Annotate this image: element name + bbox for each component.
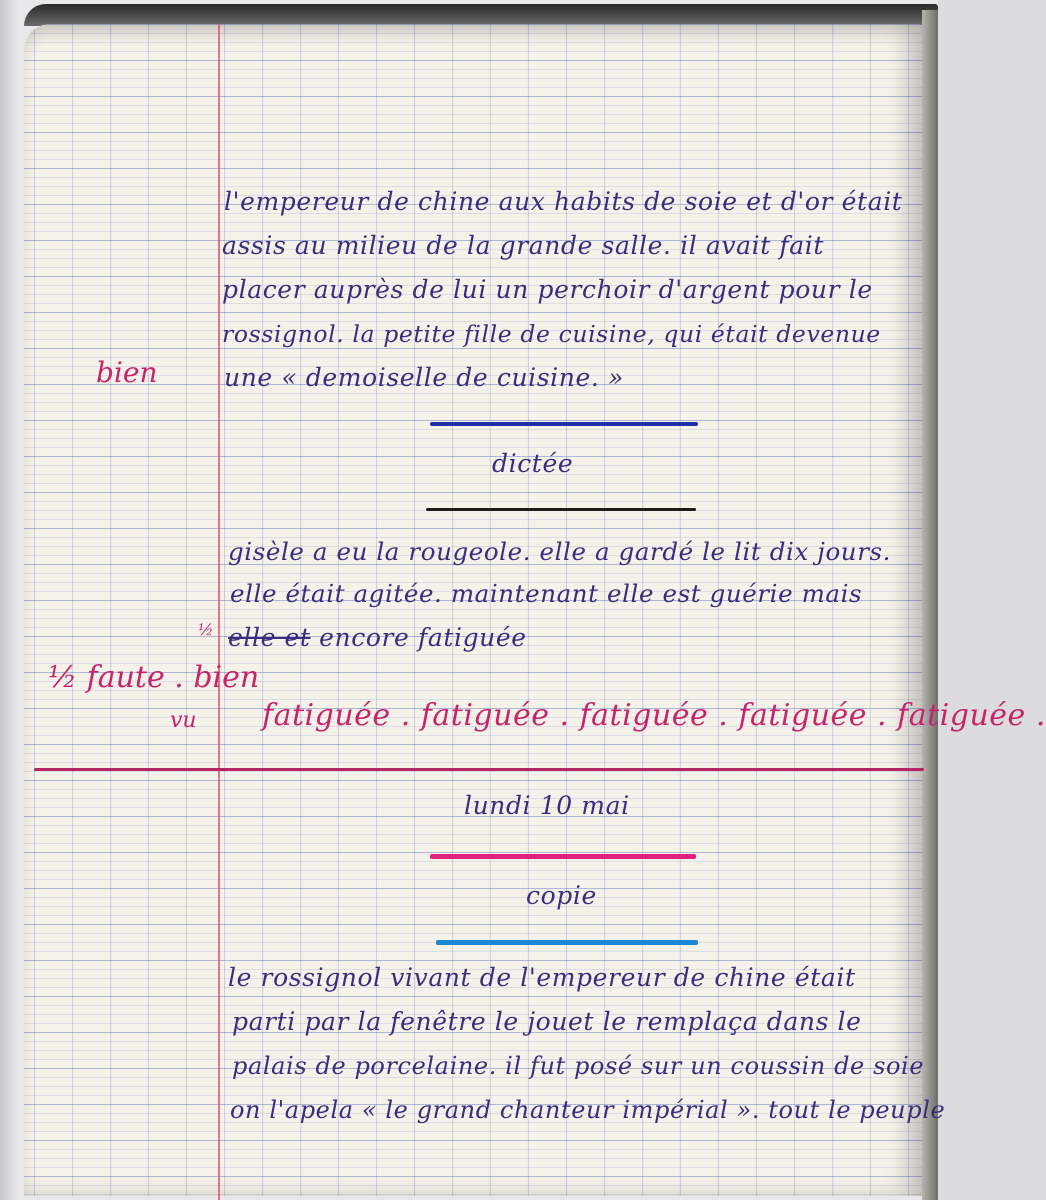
- copie-line-2: parti par la fenêtre le jouet le remplaça dans le: [232, 1007, 862, 1036]
- grade-faute-bien: ½ faute . bien: [48, 660, 260, 695]
- dictee-line-3: [228, 620, 527, 656]
- passage-line-3: placer auprès de lui un perchoir d'argent pour le: [222, 275, 873, 304]
- half-mark: ½: [198, 620, 214, 639]
- copie-line-4: on l'apela « le grand chanteur impérial ». tout le peuple: [230, 1096, 946, 1124]
- teacher-vu: vu: [170, 708, 197, 733]
- copie-line-3: palais de porcelaine. il fut posé sur un coussin de soie: [232, 1052, 925, 1080]
- notebook-right-edge: [922, 10, 938, 1200]
- section-separator: [34, 768, 924, 771]
- divider-black: [426, 508, 696, 511]
- grade-bien-1: bien: [96, 356, 158, 389]
- correction-line: fatiguée . fatiguée . fatiguée . fatiguée . fatiguée .: [262, 698, 1046, 733]
- dictee-title: dictée: [492, 449, 574, 478]
- struck-words: elle et: [228, 623, 311, 652]
- copie-title: copie: [526, 881, 597, 910]
- passage-line-4: rossignol. la petite fille de cuisine, qui était devenue: [222, 320, 881, 348]
- passage-line-5: une « demoiselle de cuisine. »: [224, 363, 624, 392]
- date-heading: lundi 10 mai: [464, 791, 630, 820]
- divider-navy: [430, 422, 698, 426]
- dictee-line-3-rest: encore fatiguée: [319, 623, 527, 652]
- passage-line-2: assis au milieu de la grande salle. il avait fait: [222, 231, 824, 260]
- notebook-top-edge: [24, 4, 938, 26]
- passage-line-1: l'empereur de chine aux habits de soie et d'or était: [224, 187, 903, 216]
- dictee-line-1: gisèle a eu la rougeole. elle a gardé le lit dix jours.: [228, 537, 892, 566]
- margin-line: [218, 24, 220, 1200]
- dictee-line-2: elle était agitée. maintenant elle est guérie mais: [230, 579, 863, 608]
- divider-cyan: [436, 940, 698, 945]
- copie-line-1: le rossignol vivant de l'empereur de chine était: [228, 963, 856, 992]
- divider-magenta: [430, 854, 696, 859]
